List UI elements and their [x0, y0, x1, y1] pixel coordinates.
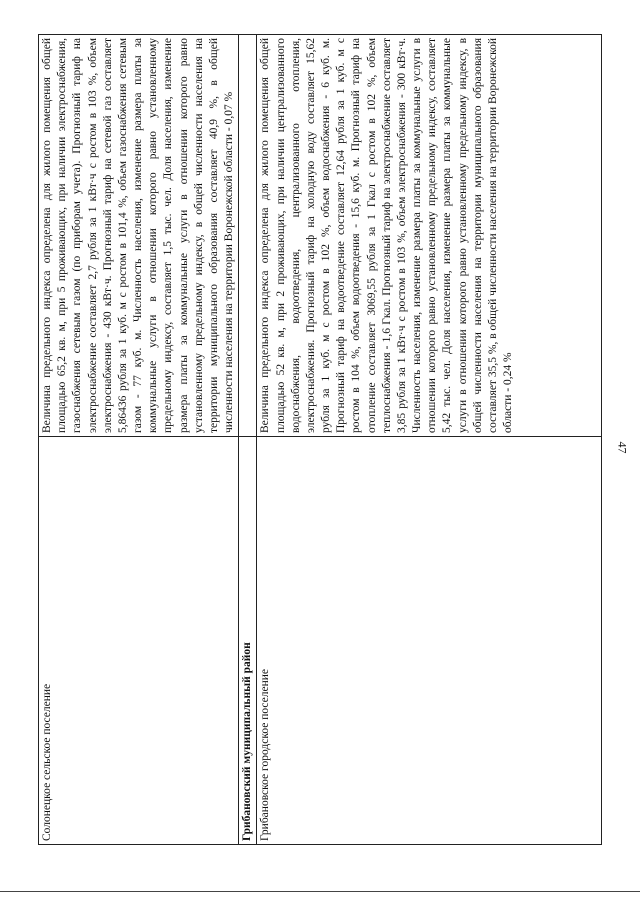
municipality-name-cell: Солонецкое сельское поселение [39, 437, 239, 845]
index-description-cell: Величина предельного индекса определена для жилого помещения общей площадью 65,2 кв. м, при 5 проживающих, при наличии электроснабжения, газоснабжения сетевым газом (по приборам учета). Прогнозный тариф на электроснабжение составляет 2,7 рубля за 1 кВт·ч с ростом в 103 %, объем электроснабжения - 430 кВт·ч. Прогнозный тариф на сетевой газ составляет 5,86436 рубля за 1 куб. м с ростом в 101,4 %, объем газоснабжения сетевым газом - 77 куб. м. Численность населения, изменение размера платы за коммунальные услуги в отношении которого равно установленному предельному индексу, составляет 1,5 тыс. чел. Доля населения, изменение размера платы за коммунальные услуги в отношении которого равно установленному предельному индексу, в общей численности населения на территории муниципального образования составляет 40,9 %, в общей численности населения на территории Воронежской области - 0,07 % [39, 35, 239, 437]
rotated-table-container [38, 35, 590, 845]
tariff-index-table [38, 34, 602, 845]
index-description-cell: Величина предельного индекса определена для жилого помещения общей площадью 52 кв. м, при 2 проживающих, при наличии централизованного водоснабжения, водоотведения, централизованного отопления, электроснабжения. Прогнозный тариф на холодную воду составляет 15,62 рубля за 1 куб. м с ростом в 102 %, объем водоснабжения - 6 куб. м. Прогнозный тариф на водоотведение составляет 12,64 рубля за 1 куб. м с ростом в 104 %, объем водоотведения - 15,6 куб. м. Прогнозный тариф на отопление составляет 3069,55 рубля за 1 Гкал с ростом в 102 %, объем теплоснабжения - 1,6 Гкал. Прогнозный тариф на электроснабжение составляет 3,85 рубля за 1 кВт·ч с ростом в 103 %, объем электроснабжения - 300 кВт·ч. Численность населения, изменение размера платы за коммунальные услуги в отношении которого равно установленному предельному индексу, составляет 5,42 тыс. чел. Доля населения, изменение размера платы за коммунальные услуги в отношении которого равно установленному предельному индексу, в общей численности населения на территории муниципального образования составляет 35,5 %, в общей численности населения на территории Воронежской области - 0,24 % [257, 35, 602, 437]
municipality-name-cell: Грибановское городское поселение [257, 437, 602, 845]
district-heading-cell: Грибановский муниципальный район [239, 437, 257, 845]
table-row [39, 35, 239, 845]
page-number: 47 [615, 441, 630, 454]
page-bottom-rule [0, 891, 640, 892]
table-row [257, 35, 602, 845]
empty-description-cell [239, 35, 257, 437]
table-row [239, 35, 257, 845]
